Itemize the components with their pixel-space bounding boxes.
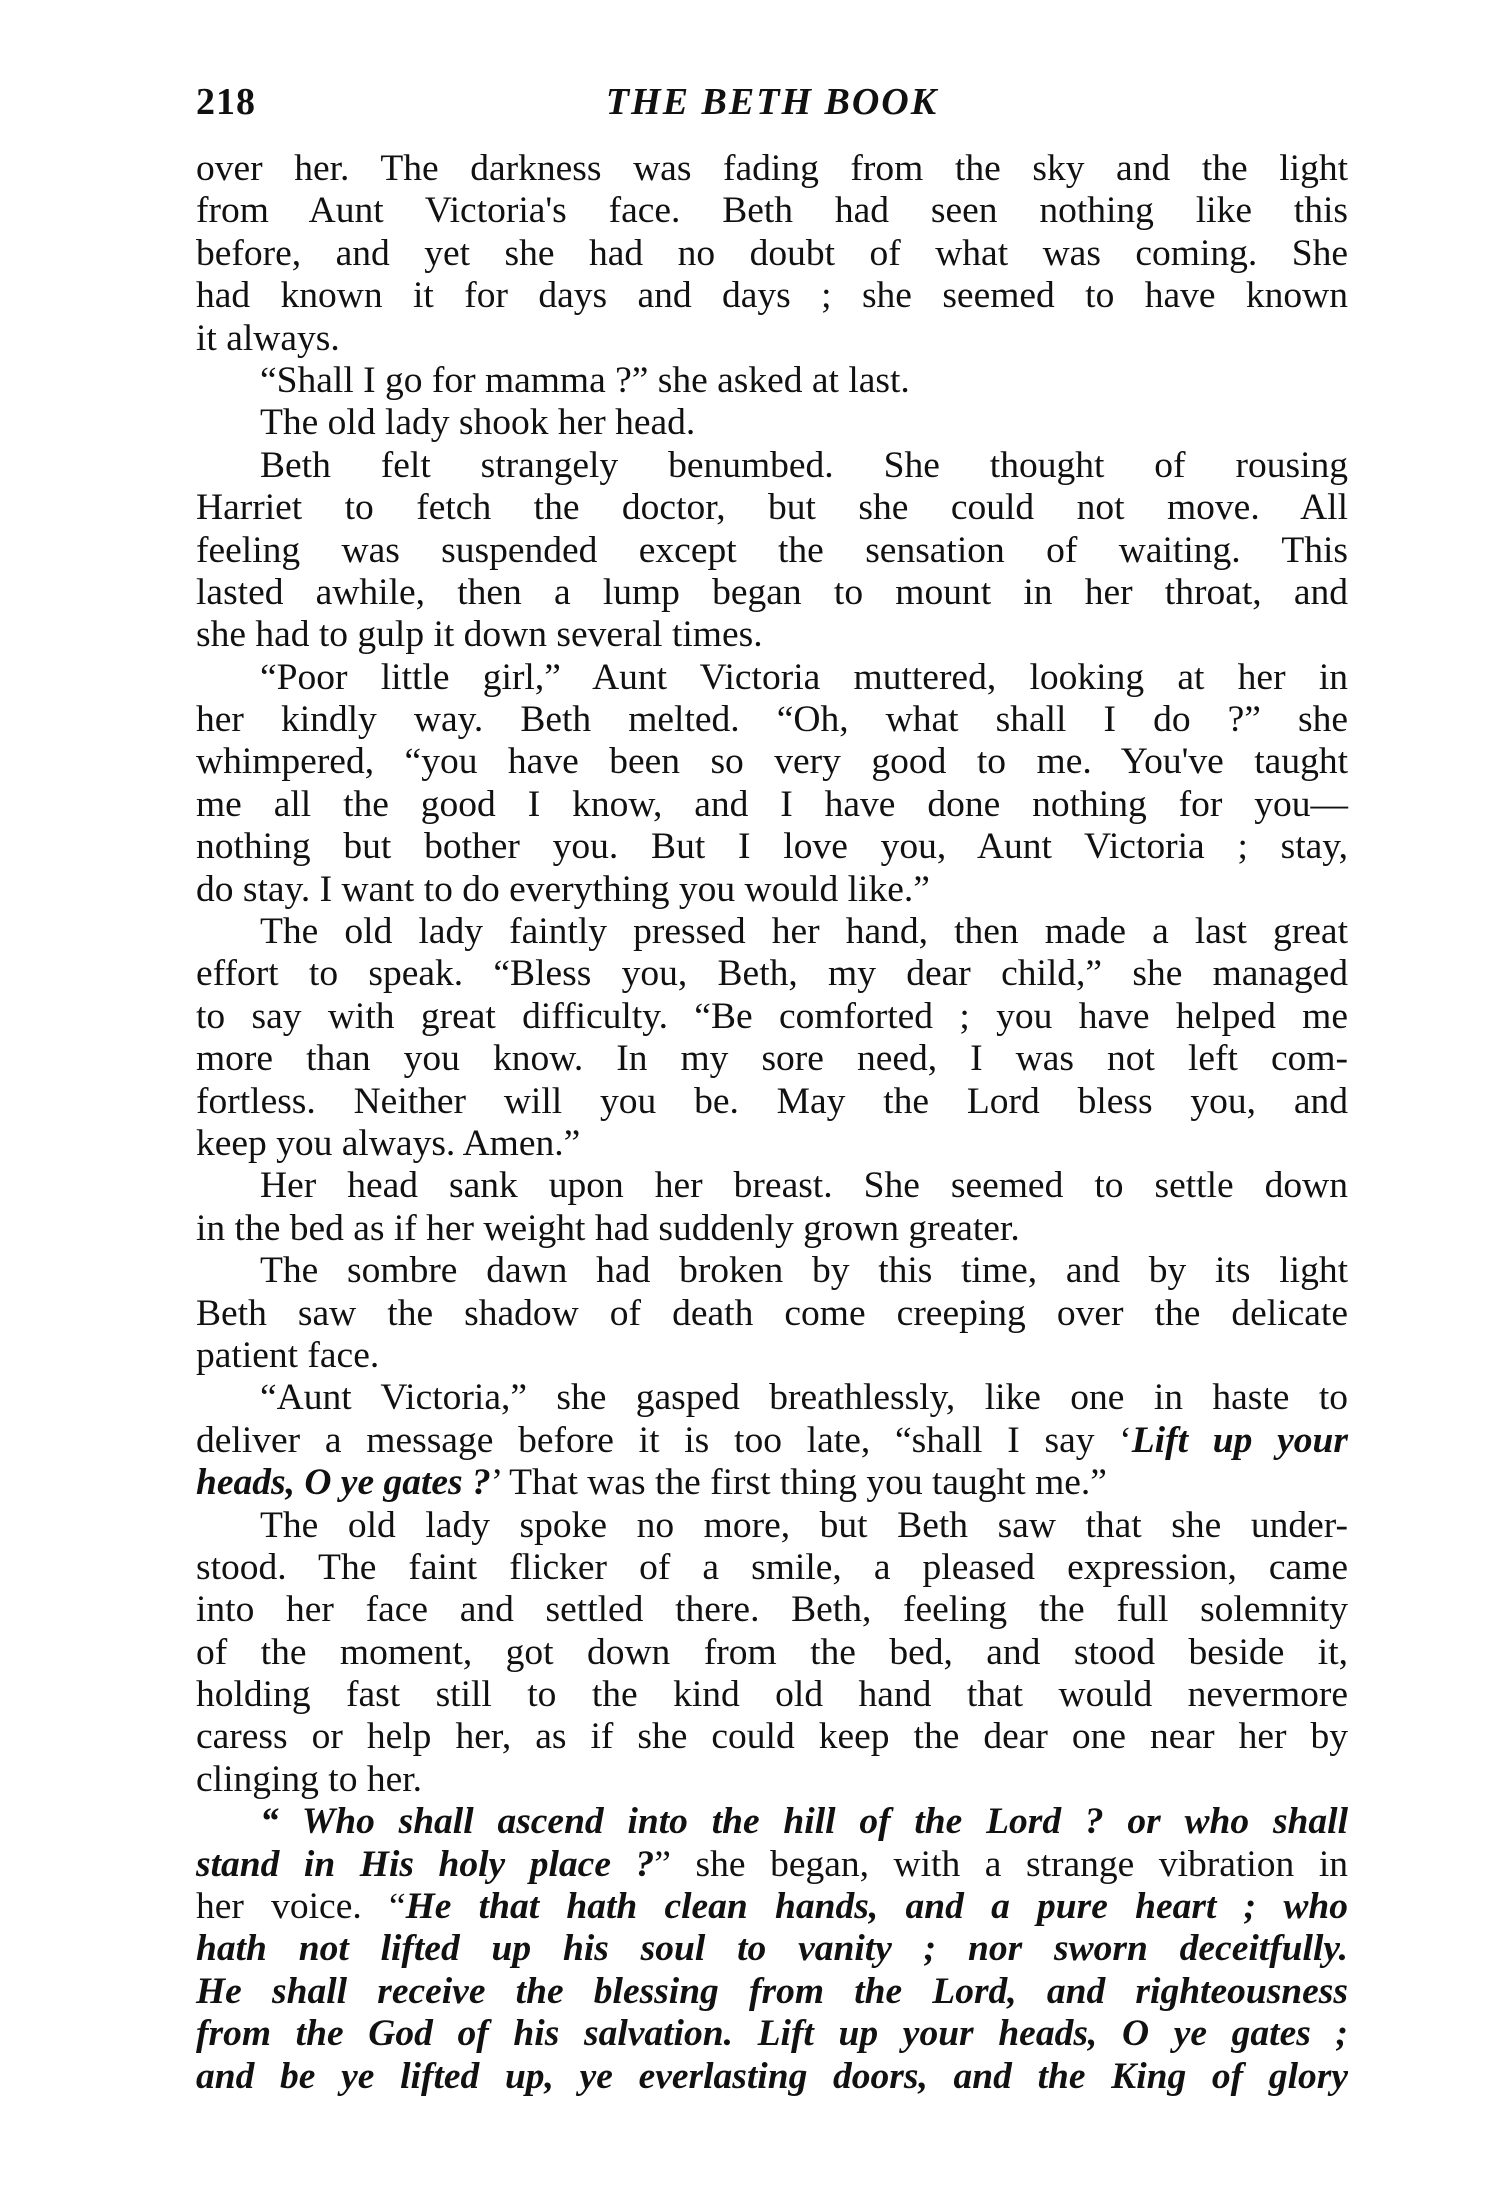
page-number: 218 (196, 81, 256, 123)
text-line: “Poor little girl,” Aunt Victoria muttered, looking at her in (260, 656, 1348, 698)
text-line: in the bed as if her weight had suddenly grown greater. (196, 1207, 1020, 1249)
text-run: ’ That was the first thing you taught me.” (490, 1462, 1107, 1504)
text-line: patient face. (196, 1334, 380, 1376)
page-header (196, 72, 1348, 132)
text-line: she had to gulp it down several times. (196, 614, 763, 656)
text-line: holding fast still to the kind old hand that would nevermore (196, 1674, 1348, 1716)
text-line: caress or help her, as if she could keep the dear one near her by (196, 1716, 1348, 1758)
text-line: clinging to her. (196, 1758, 423, 1800)
text-line (196, 1844, 1348, 1886)
italic-quote: He that hath clean hands, and a pure heart ; who (405, 1886, 1349, 1928)
text-line: Beth felt strangely benumbed. She thought of rousing (260, 444, 1348, 486)
scripture-line: from the God of his salvation. Lift up your heads, O ye gates ; (196, 2013, 1348, 2055)
text-line: had known it for days and days ; she seemed to have known (196, 275, 1348, 317)
running-title: THE BETH BOOK (605, 81, 939, 123)
text-line: The old lady spoke no more, but Beth saw that she under- (260, 1504, 1348, 1546)
text-line: The sombre dawn had broken by this time, and by its light (260, 1250, 1348, 1292)
italic-quote: Lift up your (1131, 1419, 1348, 1461)
scripture-line: He shall receive the blessing from the Lord, and righteousness (196, 1970, 1348, 2012)
scripture-line: and be ye lifted up, ye everlasting doors, and the King of glory (196, 2055, 1348, 2097)
text-line: The old lady faintly pressed her hand, then made a last great (260, 911, 1348, 953)
text-line: do stay. I want to do everything you would like.” (196, 868, 930, 910)
text-line: feeling was suspended except the sensation of waiting. This (196, 529, 1348, 571)
body-text (196, 148, 1348, 2098)
text-line: effort to speak. “Bless you, Beth, my dear child,” she managed (196, 953, 1348, 995)
text-line (196, 1886, 1348, 1928)
text-line: into her face and settled there. Beth, feeling the full solemnity (196, 1589, 1348, 1631)
text-line: nothing but bother you. But I love you, Aunt Victoria ; stay, (196, 826, 1348, 868)
text-line: from Aunt Victoria's face. Beth had seen nothing like this (196, 190, 1348, 232)
text-line: stood. The faint flicker of a smile, a pleased expression, came (196, 1546, 1348, 1588)
text-line: Harriet to fetch the doctor, but she could not move. All (196, 487, 1348, 529)
text-run: her voice. “ (196, 1886, 406, 1928)
text-line: whimpered, “you have been so very good to me. You've taught (196, 741, 1348, 783)
text-line: over her. The darkness was fading from the sky and the light (196, 148, 1348, 189)
text-run: ” she began, with a strange vibration in (654, 1843, 1348, 1885)
text-line: The old lady shook her head. (260, 402, 696, 444)
text-line: of the moment, got down from the bed, and stood beside it, (196, 1631, 1348, 1673)
text-line: to say with great difficulty. “Be comforted ; you have helped me (196, 995, 1348, 1037)
text-line: keep you always. Amen.” (196, 1122, 581, 1164)
text-line: Beth saw the shadow of death come creeping over the delicate (196, 1292, 1348, 1334)
italic-quote: stand in His holy place ? (196, 1843, 655, 1885)
text-run: deliver a message before it is too late, “shall I say ‘ (196, 1419, 1132, 1461)
text-line: “Shall I go for mamma ?” she asked at last. (260, 359, 910, 401)
text-line: more than you know. In my sore need, I was not left com- (196, 1038, 1348, 1080)
text-line: before, and yet she had no doubt of what was coming. She (196, 232, 1348, 274)
text-line: her kindly way. Beth melted. “Oh, what shall I do ?” she (196, 699, 1348, 741)
text-line: it always. (196, 317, 340, 359)
text-line: Her head sank upon her breast. She seemed to settle down (260, 1165, 1348, 1207)
italic-quote: heads, O ye gates ? (196, 1462, 491, 1504)
text-line: me all the good I know, and I have done nothing for you— (196, 783, 1348, 825)
text-line: fortless. Neither will you be. May the Lord bless you, and (196, 1080, 1348, 1122)
text-line (196, 1462, 1348, 1504)
scripture-line: hath not lifted up his soul to vanity ; nor sworn deceitfully. (196, 1928, 1348, 1970)
scripture-line: “ Who shall ascend into the hill of the Lord ? or who shall (260, 1801, 1348, 1843)
text-line: lasted awhile, then a lump began to mount in her throat, and (196, 571, 1348, 613)
text-line (196, 1420, 1348, 1462)
text-line: “Aunt Victoria,” she gasped breathlessly, like one in haste to (260, 1377, 1348, 1419)
